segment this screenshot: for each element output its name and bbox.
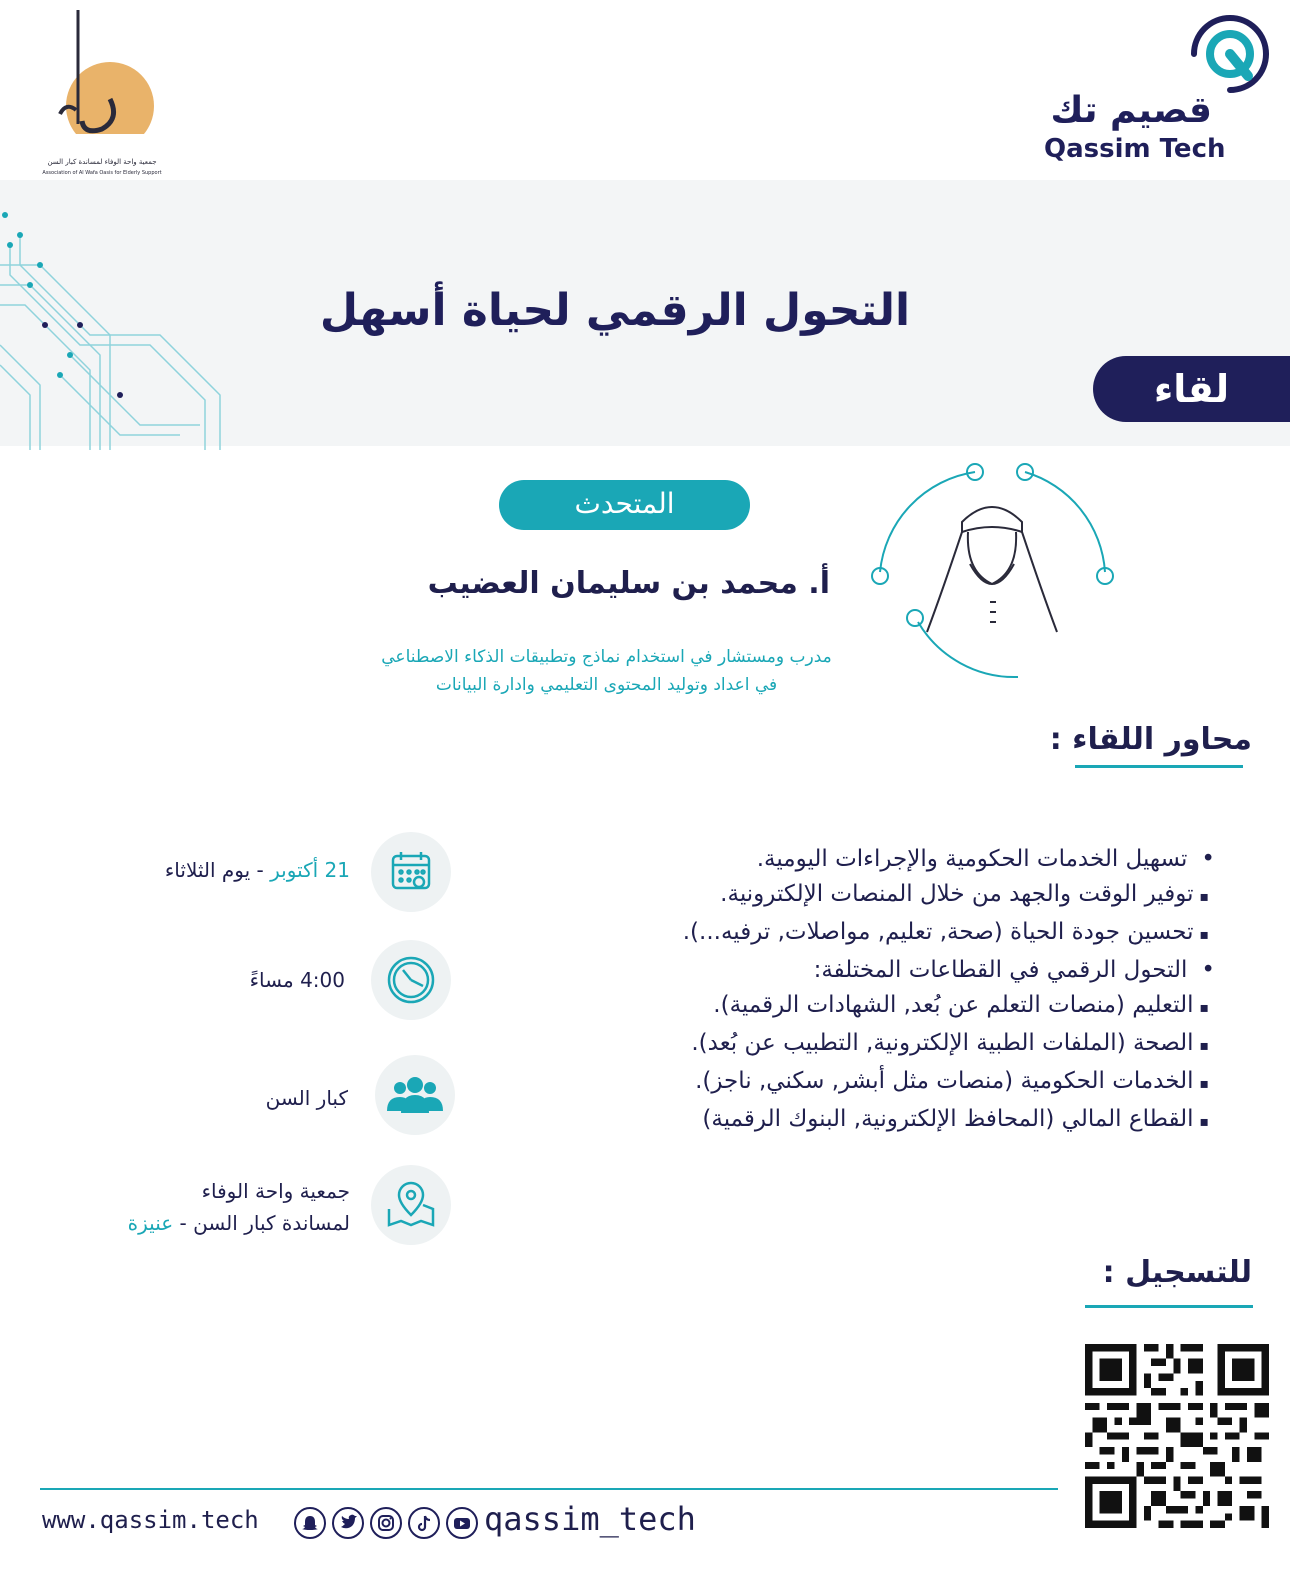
event-date-weekday: - يوم الثلاثاء xyxy=(164,858,271,882)
calendar-icon-circle xyxy=(371,832,451,912)
calendar-icon xyxy=(371,832,451,912)
group-icon xyxy=(375,1055,455,1135)
event-location xyxy=(60,1175,350,1239)
topic-item: •تسهيل الخدمات الحكومية والإجراءات اليومية. xyxy=(756,846,1215,872)
instagram-icon[interactable] xyxy=(370,1507,402,1539)
register-heading: للتسجيل : xyxy=(1102,1255,1252,1290)
snapchat-icon[interactable] xyxy=(294,1507,326,1539)
register-heading-underline xyxy=(1085,1305,1253,1308)
audience-icon-circle xyxy=(375,1055,455,1135)
speaker-name: أ. محمد بن سليمان العضيب xyxy=(427,566,830,601)
event-audience: كبار السن xyxy=(265,1086,348,1110)
topic-item: ▪الخدمات الحكومية (منصات مثل أبشر, سكني, ناجز). xyxy=(695,1068,1209,1094)
wafa-emblem-icon xyxy=(40,4,170,134)
clock-icon-circle xyxy=(371,940,451,1020)
circuit-decoration xyxy=(0,205,235,450)
website-link[interactable]: www.qassim.tech xyxy=(42,1506,259,1534)
event-title: التحول الرقمي لحياة أسهل xyxy=(319,285,911,336)
youtube-icon[interactable] xyxy=(446,1507,478,1539)
topic-item: ▪التعليم (منصات التعلم عن بُعد, الشهادات الرقمية). xyxy=(713,992,1209,1018)
topics-heading-underline xyxy=(1075,765,1243,768)
event-date xyxy=(100,854,350,886)
event-time: 4:00 مساءً xyxy=(249,968,345,992)
event-type-tag: لقاء xyxy=(1093,356,1290,422)
event-date-day: 21 أكتوبر xyxy=(270,858,350,882)
map-pin-icon xyxy=(371,1165,451,1245)
speaker-desc-line1: مدرب ومستشار في استخدام نماذج وتطبيقات الذكاء الاصطناعي xyxy=(381,647,832,667)
topic-item: ▪توفير الوقت والجهد من خلال المنصات الإلكترونية. xyxy=(720,881,1209,907)
tiktok-icon[interactable] xyxy=(408,1507,440,1539)
social-handle[interactable]: qassim_tech xyxy=(484,1500,696,1538)
registration-qr-code[interactable] xyxy=(1085,1344,1269,1528)
speaker-desc-line2: في اعداد وتوليد المحتوى التعليمي وادارة البيانات xyxy=(435,675,778,695)
speaker-description xyxy=(360,643,853,699)
topics-list xyxy=(600,842,1215,1140)
qassim-tech-logo xyxy=(1040,10,1275,170)
twitter-icon[interactable] xyxy=(332,1507,364,1539)
wafa-caption-en: Association of Al Wafa Oasis for Elderly Support xyxy=(42,170,162,176)
wafa-logo xyxy=(40,4,170,179)
qassim-logo-en: Qassim Tech xyxy=(1044,134,1226,164)
location-line2: لمساندة كبار السن - عنيزة xyxy=(127,1211,350,1235)
location-city: عنيزة xyxy=(127,1211,174,1235)
wafa-caption-ar: جمعية واحة الوفاء لمساندة كبار السن xyxy=(47,158,157,166)
topic-item: ▪تحسين جودة الحياة (صحة, تعليم, مواصلات, ترفيه...). xyxy=(682,919,1209,945)
topic-item: ▪القطاع المالي (المحافظ الإلكترونية, البنوك الرقمية) xyxy=(702,1106,1209,1132)
speaker-avatar-icon xyxy=(870,452,1115,692)
topic-item: •التحول الرقمي في القطاعات المختلفة: xyxy=(813,957,1215,983)
topic-item: ▪الصحة (الملفات الطبية الإلكترونية, التطبيب عن بُعد). xyxy=(691,1030,1209,1056)
qassim-emblem-icon xyxy=(1186,10,1274,98)
location-line1: جمعية واحة الوفاء xyxy=(201,1179,350,1203)
clock-icon xyxy=(371,940,451,1020)
qassim-logo-ar: قصيم تك xyxy=(1050,90,1212,131)
speaker-label-pill: المتحدث xyxy=(499,480,750,530)
topics-heading: محاور اللقاء : xyxy=(1049,722,1252,757)
location-icon-circle xyxy=(371,1165,451,1245)
footer-divider xyxy=(40,1488,1058,1490)
